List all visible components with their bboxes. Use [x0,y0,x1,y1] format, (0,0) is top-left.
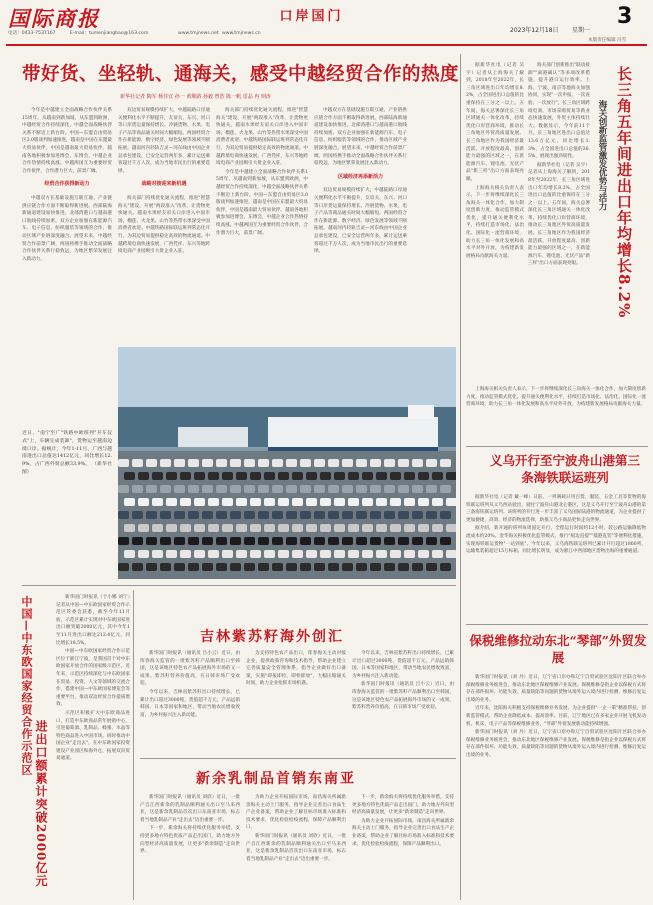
parked-car [356,485,367,493]
parked-car [138,524,149,532]
parked-car [230,459,241,467]
parked-car [118,511,129,519]
parked-car [180,550,191,558]
parked-car [432,472,443,480]
parked-car [390,498,401,506]
parked-car [362,524,373,532]
parked-car [188,537,199,545]
parked-car [124,524,135,532]
parked-car [292,498,303,506]
parked-car [132,563,143,571]
parked-car [426,485,437,493]
parked-car [398,537,409,545]
parked-car [356,459,367,467]
parked-car [370,537,381,545]
parked-car [314,563,325,571]
right3-body: 新华国门时报讯（刘 丹）近日，辽宁省口岸办和辽宁自贸试验区沈阳片区联合举办保税维修业务推进会，推动东北地区保税维修产业发展。保税维修是指企业以保税方式将存在部件损坏、功能失效、质量缺陷等问题的货物从境外运入境内进行检测、维修后复运出境的业务。 近年来，沈阳海关积极支持保税维修业务发展，为企业提供"一企一策"精准帮扶，创新监管模式，帮助企业降低成本、提高效率。目前，辽宁地区已有多家企业开展飞机发动机、机床、电子产品等保税维修业务，"琴部"外贸发展新动能持续增强。 新华国门时报讯（刘 丹）近日，辽宁省口岸办和辽宁自贸试验区沈阳片区联合举办保税维修业务推进会，推动东北地区保税维修产业发展。保税维修是指企业以保税方式将存在部件损坏、功能失效、质量缺陷等问题的货物从境外运入境内进行检测、维修后复运出境的业务。 [466,675,646,758]
parked-car [314,485,325,493]
mid2-col-1: 新华国门时报讯（通讯员 刘欣）近日，一批产自江西新余的乳制品顺利通关出口至马来西亚，这是新余乳制品首次出口东南亚市场，标志着当地乳制品产业"走出去"迈出重要一步。 下一步，新余海关将持续优化服务举措，支持更多地方特色优质产品走出国门，助力地方外向型经济高质量发展，让更多"新余制造"走向世界。 [140,795,240,855]
parked-car [152,498,163,506]
parked-car [384,485,395,493]
parked-car [160,459,171,467]
parked-car [202,459,213,467]
parked-car [216,485,227,493]
parked-car [264,524,275,532]
page-number: 3 [617,4,633,29]
parked-car [236,550,247,558]
parked-car [362,550,373,558]
parked-car [180,498,191,506]
parked-car [418,550,429,558]
parked-car [446,524,456,532]
parked-car [124,550,135,558]
mid1-col-3: 今年以来，吉林省紫苏籽出口持续增长，已累计出口超过3000吨，货值超千万元，产品远销韩国、日本等国家和地区，带动当地农民增收致富，为乡村振兴注入新动能。 新华国门时报讯（通讯员 吕小云）近日，由珲春海关监管的一批紫苏籽产品顺利出口至韩国，这是该地区特色农产品拓展海外市场的又一成果。紫苏籽营养价值高，在日韩市场广受欢迎。 [352,651,454,711]
contact-phone: 电话：0433-7537167 [8,31,56,36]
parked-car [138,550,149,558]
right1-headline: 长三角五年间进出口年均增长8.2% [615,66,633,319]
parked-car [118,537,129,545]
parked-car [236,498,247,506]
parked-car [440,511,451,519]
parked-car [412,511,423,519]
parked-car [440,459,451,467]
parked-car [166,498,177,506]
parked-car [132,459,143,467]
parked-car [258,485,269,493]
parked-car [194,498,205,506]
parked-car [132,537,143,545]
parked-car [216,459,227,467]
parked-car [244,537,255,545]
left-column-divider [133,590,134,900]
parked-car [320,550,331,558]
parked-car [370,485,381,493]
parked-car [194,524,205,532]
parked-car [146,511,157,519]
parked-car [334,524,345,532]
parked-car [286,537,297,545]
lead-col-3: 海关部门持续优化通关流程，推进"智慧海关"建设，开展"两段准入"改革，让货物更快通关。越南水果经友谊关口岸进入中国市场，榴莲、火龙果、山竹等热带水果深受中国消费者欢迎。中越铁路国际联运班列常态化开行，为双边贸易提供稳定高效的物流通道。中越跨境电商快速发展，广西凭祥、东兴等地跨境电商产业园吸引大批企业入驻。 今年是中越建立全面战略合作伙伴关系15周年，从越南到新加坡，从东盟到欧洲，中越经贸合作持续深化，中越全面战略伙伴关系不断迈上新台阶。中国—东盟自由贸易区3.0版谈判加速推进，越南是中国在东盟最大贸易伙伴，中国是越南最大贸易伙伴。越南各地积极参加进博会、东博会，中越企业合作热情持续高涨。中越两国互为重要经贸合作伙伴，合作潜力巨大，前景广阔。 [216,108,308,236]
parked-car [202,563,213,571]
parked-car [222,524,233,532]
parked-car [292,550,303,558]
parked-car [272,485,283,493]
parked-car [306,550,317,558]
left-col-1: 新华国门时报讯（于小娜 刘宁）记者从中国—中东欧国家经贸合作示范区管委会获悉，截至今年11月底，示范区累计实现对中东欧国家进出口额突破2000亿元，其中今年1至11月进出口额达212.4亿元，同比增长18.5%。 中国—中东欧国家经贸合作示范区位于浙江宁波，是我国首个对中东欧国家开放合作的国家级示范区。近年来，示范区持续深化与中东欧国家在贸易、投资、人文等领域的交流合作，搭建中国—中东欧国家博览会等重要平台，推动双边经贸合作提质增效。 示范区积极扩大中东欧商品进口，打造中东欧商品常年展销中心，引进葡萄酒、乳制品、蜂蜜、水晶等特色商品进入中国市场。同时推动中国企业"走出去"，在中东欧国家投资建设产业园区和海外仓，拓展双向贸易通道。 [56,595,130,762]
parked-car [124,498,135,506]
parked-car [348,498,359,506]
right1-col-2: 海关部门创新推出"联动接卸""离港确认"等多项改革措施，提升港口运行效率。上海、宁波、南京等地海关加强协同，实现"一次申报、一次查验、一次放行"。长三角区域跨境电商、市场采购贸易等新业态快速发展，外贸主体持续壮大。数据显示，今年前11个月，长三角地区进出口总值达13.6万亿元，同比增长1.3%，占全国进出口总值的36.5%，展现出强劲韧性。 据新华社电（记者 吴宇）记者从上海海关了解到，2018年至2022年，长三角区域进出口年均增长8.2%，占全国进出口总值的比重保持在三分之一以上。五年间，海关总署深化长三角区域通关一体化改革，持续优化口岸营商环境，推动长三角地区外贸高质量发展。长三角地区作为我国经济最活跃、开放程度最高、创新能力最强的区域之一，在新能源汽车、锂电池、光伏产品"新三样"出口方面表现亮眼。 [528,63,590,267]
right2-headline: 义乌开行至宁波舟山港第三条海铁联运班列 [490,453,641,485]
parked-car [180,524,191,532]
parked-car [306,472,317,480]
right-column-divider [460,54,461,900]
parked-car [216,511,227,519]
parked-car [166,472,177,480]
lead-photo [118,347,456,579]
masthead [0,0,653,42]
parked-car [258,563,269,571]
parked-car [412,563,423,571]
mid1-col-1: 新华国门时报讯（通讯员 吕小云）近日，由珲春海关监管的一批紫苏籽产品顺利出口至韩国，这是该地区特色农产品拓展海外市场的又一成果。紫苏籽营养价值高，在日韩市场广受欢迎。 今年以来，吉林省紫苏籽出口持续增长，已累计出口超过3000吨，货值超千万元，产品远销韩国、日本等国家和地区，带动当地农民增收致富，为乡村振兴注入新动能。 [140,651,240,718]
parked-car [446,472,456,480]
parked-car [432,550,443,558]
parked-car [188,485,199,493]
parked-car [328,563,339,571]
parked-car [222,498,233,506]
parked-car [202,537,213,545]
parked-car [384,459,395,467]
parked-car [314,459,325,467]
right-rule-1 [466,446,648,447]
parked-car [138,498,149,506]
parked-car [174,511,185,519]
right3-headline: 保税维修拉动东北“琴部”外贸发展 [469,633,647,665]
parked-car [376,498,387,506]
parked-car [440,485,451,493]
parked-car [152,472,163,480]
parked-car [222,550,233,558]
parked-car [320,472,331,480]
parked-car [250,472,261,480]
parked-car [320,524,331,532]
parked-car [188,563,199,571]
parked-car [300,563,311,571]
parked-car [342,485,353,493]
lead-col-1: 今年是中越建立全面战略合作伙伴关系15周年，从越南到新加坡，从东盟到欧洲，中越经贸合作持续深化，中越全面战略伙伴关系不断迈上新台阶。中国—东盟自由贸易区3.0版谈判加速推进，越南是中国在东盟最大贸易伙伴，中国是越南最大贸易伙伴。越南各地积极参加进博会、东博会，中越企业合作热情持续高涨。中越两国互为重要经贸合作伙伴，合作潜力巨大，前景广阔。 经贸合作获得新动力 中越双方在基础设施互联互通、产业链供应链合作方面不断取得新进展。西部陆海新通道建设加快推进，北部湾港口与越南港口航线持续加密。双方企业加强在新能源汽车、电子信息、纺织服装等领域的合作，推动区域产业链深度融合。展望未来，中越经贸合作前景广阔，两国将携手推动全面战略合作伙伴关系行稳致远，为地区繁荣发展注入新动力。 [22,108,112,262]
parked-car [188,459,199,467]
parked-car [286,459,297,467]
parked-car [320,498,331,506]
parked-car [300,511,311,519]
parked-car [398,511,409,519]
right-rule-2 [466,624,648,625]
subhead-3: 区域经济再添新活力 [337,173,383,180]
parked-car [384,511,395,519]
parked-car [384,537,395,545]
parked-car [250,498,261,506]
parked-car [174,485,185,493]
parked-car [362,498,373,506]
parked-car [236,472,247,480]
mid1-col-2: 为支持特色农产品出口，珲春海关主动对接企业，提供政策咨询和技术指导，帮助企业建立完善质量安全管理体系，指导企业做好出口备案，实施"即报即检、即检即放"，大幅压缩通关时间，助力企业抢抓市场机遇。 [246,651,346,687]
parked-car [286,563,297,571]
parked-car [292,524,303,532]
parked-car [244,563,255,571]
parked-car [194,550,205,558]
parked-car [152,524,163,532]
lead-headline: 带好货、坐轻轨、通海关，感受中越经贸合作的热度 [22,64,460,85]
parked-car [356,563,367,571]
photo-caption-box [22,430,112,575]
parked-car [446,550,456,558]
mid1-headline: 吉林紫苏籽海外创汇 [200,629,344,645]
parked-car [146,537,157,545]
parked-car [418,472,429,480]
photo-credit: （新华社 图） [22,462,112,475]
parked-car [356,511,367,519]
parked-car [146,563,157,571]
parked-car [202,485,213,493]
parked-car [272,459,283,467]
parked-car [118,563,129,571]
parked-car [216,563,227,571]
parked-car [342,459,353,467]
parked-car [404,498,415,506]
parked-car [432,498,443,506]
parked-car [118,485,129,493]
left-subhead: 中国—中东欧国家经贸合作示范区 [20,596,33,776]
parked-car [376,524,387,532]
parked-car [446,498,456,506]
parked-car [390,524,401,532]
parked-car [426,459,437,467]
parked-car [230,537,241,545]
parked-car [306,498,317,506]
newspaper-logo: 国际商报 [8,6,100,31]
parked-car [160,563,171,571]
parked-car [278,498,289,506]
parked-car [348,550,359,558]
parked-car [362,472,373,480]
parked-car [250,524,261,532]
parked-car [230,511,241,519]
parked-car [356,537,367,545]
parked-car [426,511,437,519]
parked-car [244,485,255,493]
issue-date: 2023年12月18日 [510,27,559,34]
parked-car [412,537,423,545]
parked-car [412,459,423,467]
parked-car [300,485,311,493]
parked-car [300,537,311,545]
parked-car [208,550,219,558]
parked-car [412,485,423,493]
parked-car [328,511,339,519]
parked-car [348,524,359,532]
parked-car [432,524,443,532]
parked-car [132,485,143,493]
port-cars-illustration [118,347,456,579]
parked-car [292,472,303,480]
parked-car [272,537,283,545]
parked-cars [118,459,456,571]
parked-car [334,498,345,506]
left-headline: 进出口额累计突破2000亿元 [34,720,48,888]
parked-car [314,537,325,545]
contact-email: E-mail：tumenjiangbao@163.com [70,31,149,36]
parked-car [166,550,177,558]
section-banner [254,5,369,24]
parked-car [286,511,297,519]
mid2-headline: 新余乳制品首销东南亚 [196,771,356,787]
parked-car [426,563,437,571]
parked-car [342,537,353,545]
parked-car [188,511,199,519]
parked-car [300,459,311,467]
lead-byline: 新华社记者 陶军 杨佳宜 孙一 黄顺路 孙毅 曾浩 陈一帆 雷晶 冉 则涛 [120,94,271,100]
issue-weekday: 星期一 [572,27,591,34]
lead-col-2: 双边贸易规模持续扩大，中越陆路口岸通关便利化水平不断提升，友谊关、东兴、河口等口岸货运量保持增长。冷链货物、水果、电子产品等商品通关时间大幅缩短。两国经贸合作在新能源、数字经济、绿色发展等领域不断拓展。越南河内轻轨吉灵—河东线由中国企业总承包建设，已安全运营两年多，累计运送乘客超过千万人次，成为当地市民出行的重要选择。 战略对接迎来新机遇 海关部门持续优化通关流程，推进"智慧海关"建设，开展"两段准入"改革，让货物更快通关。越南水果经友谊关口岸进入中国市场，榴莲、火龙果、山竹等热带水果深受中国消费者欢迎。中越铁路国际联运班列常态化开行，为双边贸易提供稳定高效的物流通道。中越跨境电商快速发展，广西凭祥、东兴等地跨境电商产业园吸引大批企业入驻。 [118,108,210,255]
parked-car [328,485,339,493]
parked-car [174,563,185,571]
subhead-1: 经贸合作获得新动力 [44,181,90,188]
parked-car [264,498,275,506]
parked-car [398,485,409,493]
right1-subhead: 海关创新监管激发优势与活力 [597,100,607,211]
parked-car [376,472,387,480]
parked-car [342,563,353,571]
parked-car [160,537,171,545]
parked-car [328,459,339,467]
parked-car [138,472,149,480]
mid-rule [140,758,456,759]
subhead-2: 战略对接迎来新机遇 [141,181,187,188]
parked-car [222,472,233,480]
parked-car [390,472,401,480]
parked-car [272,511,283,519]
parked-car [160,485,171,493]
parked-car [166,524,177,532]
right1-col-3: 上海海关相关负责人表示，下一步将继续深化长三角海关一体化合作，加大制度创新力度，推动监管模式优化，提升通关便利化水平，持续打造市场化、法治化、国际化一流营商环境，助力长三角一体化发展和高水平对外开放，为构建新发展格局贡献海关力量。 [466,387,646,408]
parked-car [146,485,157,493]
parked-car [440,563,451,571]
parked-car [272,563,283,571]
parked-car [244,459,255,467]
parked-car [174,537,185,545]
parked-car [376,550,387,558]
parked-car [180,472,191,480]
parked-car [160,511,171,519]
mid2-col-2: 为助力企业开拓国际市场，南昌海关所属新余海关主动上门服务，指导企业完善出口食品生产企业备案，帮助企业了解目标市场准入标准和技术要求，优化检验检疫流程，保障产品顺利出口。 新华国门时报讯（通讯员 刘欣）近日，一批产自江西新余的乳制品顺利通关出口至马来西亚，这是新余乳制品首次出口东南亚市场，标志着当地乳制品产业"走出去"迈出重要一步。 [246,795,346,862]
parked-car [146,459,157,467]
website-1: www.tmjnews.net [178,31,219,36]
parked-car [328,537,339,545]
parked-car [286,485,297,493]
parked-car [230,563,241,571]
parked-car [404,472,415,480]
parked-car [236,524,247,532]
parked-car [390,550,401,558]
lead-bottom-rule [22,585,456,586]
parked-car [278,550,289,558]
parked-car [370,511,381,519]
parked-car [384,563,395,571]
parked-car [342,511,353,519]
parked-car [348,472,359,480]
parked-car [426,537,437,545]
parked-car [418,498,429,506]
parked-car [398,563,409,571]
parked-car [230,485,241,493]
parked-car [208,472,219,480]
parked-car [264,550,275,558]
parked-car [244,511,255,519]
parked-car [264,472,275,480]
parked-car [404,524,415,532]
lead-col-4: 中越双方在基础设施互联互通、产业链供应链合作方面不断取得新进展。西部陆海新通道建设加快推进，北部湾港口与越南港口航线持续加密。双方企业加强在新能源汽车、电子信息、纺织服装等领域的合作，推动区域产业链深度融合。展望未来，中越经贸合作前景广阔，两国将携手推动全面战略合作伙伴关系行稳致远，为地区繁荣发展注入新动力。 区域经济再添新活力 双边贸易规模持续扩大，中越陆路口岸通关便利化水平不断提升，友谊关、东兴、河口等口岸货运量保持增长。冷链货物、水果、电子产品等商品通关时间大幅缩短。两国经贸合作在新能源、数字经济、绿色发展等领域不断拓展。越南河内轻轨吉灵—河东线由中国企业总承包建设，已安全运营两年多，累计运送乘客超过千万人次，成为当地市民出行的重要选择。 [314,108,407,255]
parked-car [208,498,219,506]
parked-car [216,537,227,545]
parked-car [174,459,185,467]
parked-car [398,459,409,467]
parked-car [314,511,325,519]
parked-car [208,524,219,532]
parked-car [334,472,345,480]
parked-car [152,550,163,558]
parked-car [370,563,381,571]
parked-car [258,459,269,467]
parked-car [258,537,269,545]
parked-car [404,550,415,558]
parked-car [306,524,317,532]
website-2: www.tmjnews.cn [222,31,261,36]
parked-car [202,511,213,519]
mid2-col-3: 下一步，新余海关将持续优化服务举措，支持更多地方特色优质产品走出国门，助力地方外向型经济高质量发展，让更多"新余制造"走向世界。 为助力企业开拓国际市场，南昌海关所属新余海关主动上门服务，指导企业完善出口食品生产企业备案，帮助企业了解目标市场准入标准和技术要求，优化检验检疫流程，保障产品顺利出口。 [352,795,454,847]
page-editor: 本版责任编辑 冯雪 [588,38,627,43]
parked-car [124,472,135,480]
parked-car [194,472,205,480]
parked-car [118,459,129,467]
photo-caption: 近日，"南宁至广"铁路中欧班列"开车仪式"上，车辆完成装卸"，货物运至越南边境口岸。据统计，今年1-11月，广西与越南进出口总值达1412亿元，同比增长12.9%，占广西外贸总额33.9%。 （新华社 图） [22,431,112,475]
parked-car [370,459,381,467]
masthead-rule [6,44,647,46]
right1-col-1: 据新华社电（记者 吴宇）记者从上海海关了解到，2018年至2022年，长三角区域进出口年均增长8.2%，占全国进出口总值的比重保持在三分之一以上。五年间，海关总署深化长三角区域通关一体化改革，持续优化口岸营商环境，推动长三角地区外贸高质量发展。长三角地区作为我国经济最活跃、开放程度最高、创新能力最强的区域之一，在新能源汽车、锂电池、光伏产品"新三样"出口方面表现亮眼。 上海海关相关负责人表示，下一步将继续深化长三角海关一体化合作，加大制度创新力度，推动监管模式优化，提升通关便利化水平，持续打造市场化、法治化、国际化一流营商环境，助力长三角一体化发展和高水平对外开放，为构建新发展格局贡献海关力量。 [466,63,524,259]
parked-car [132,511,143,519]
right2-body: 据新华社电（记者 戴一峰）日前，一列满载日用百货、服装、五金工具等货物的海铁联运班列从义乌西站驶出，驶往宁波舟山港北仑港区，这是义乌开行至宁波舟山港的第三条海铁联运班列。该班列的开行进一步丰富了义乌国际陆港的物流通道，为企业提供了更加便捷、高效、经济的物流选择，助推义乌小商品更快走向世界。 据介绍，新开通的班列每周固定开行，全程运行时间约12小时，较公路运输降低物流成本约20%。金华海关积极优化监管模式，推行"船边直提""抵港直装"等便利化措施，实现海铁联运货物"一站到底"。今年以来，义乌海铁联运班列已累计开行超过1800列，运输集装箱超过15万标箱，同比增长明显，成为浙江中西部地区货物出海的重要通道。 [466,495,646,555]
parked-car [258,511,269,519]
parked-car [250,550,261,558]
parked-car [440,537,451,545]
section-title: 口岸国门 [279,9,344,24]
parked-car [334,550,345,558]
parked-car [278,472,289,480]
parked-car [278,524,289,532]
parked-car [418,524,429,532]
